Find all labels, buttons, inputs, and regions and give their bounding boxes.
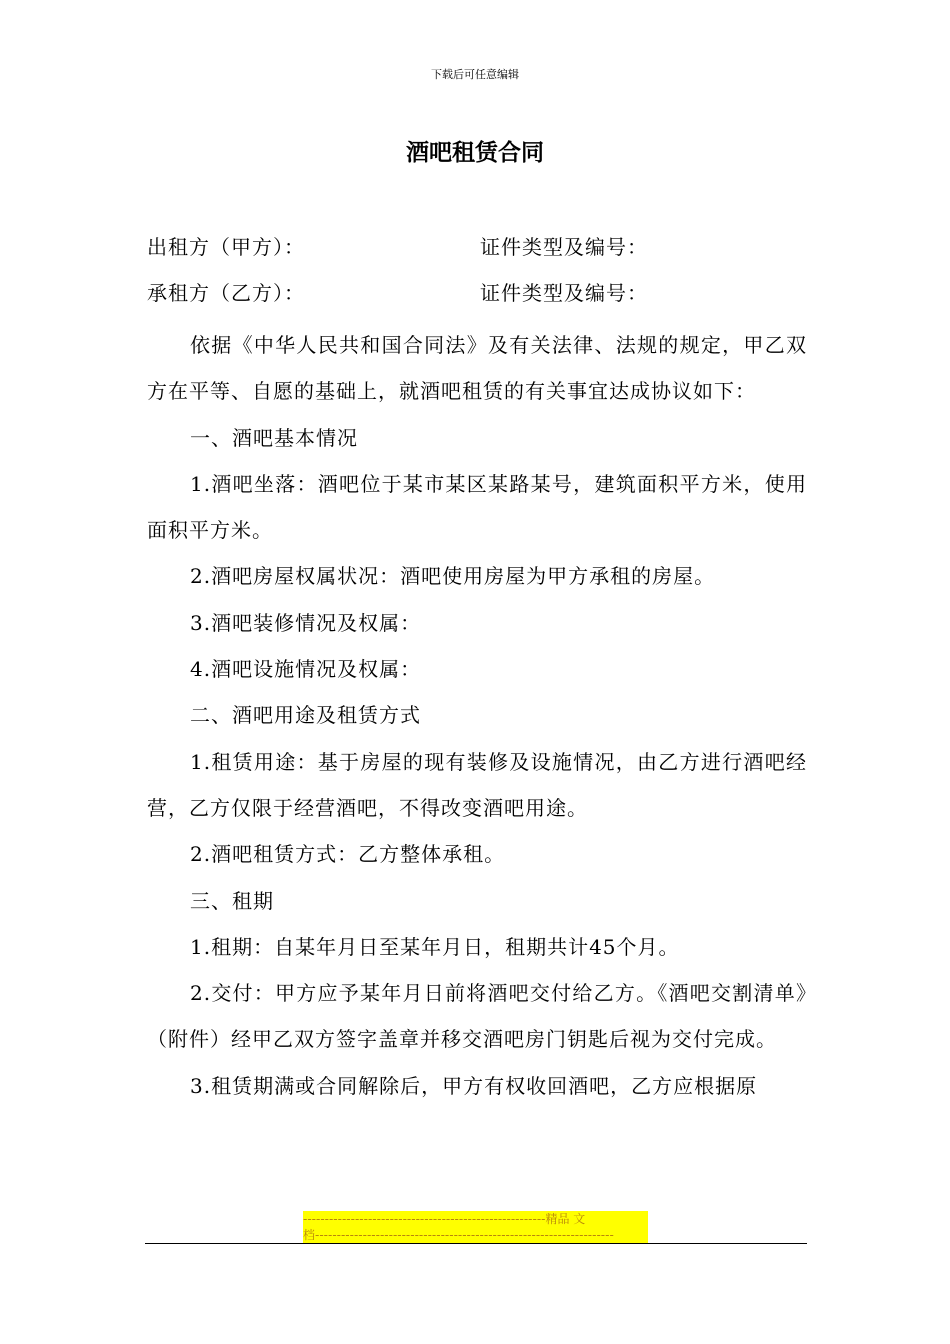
footer-line-1: --------------------------------------------------------精品 文: [303, 1212, 586, 1226]
footer-divider: [145, 1243, 807, 1244]
lessor-id-label: 证件类型及编号：: [480, 235, 648, 259]
paragraph: 1.酒吧坐落：酒吧位于某市某区某路某号，建筑面积平方米，使用面积平方米。: [147, 471, 807, 543]
header-note: 下载后可任意编辑: [431, 68, 519, 81]
contract-body: [147, 322, 807, 1109]
footer-line-2: 档---------------------------------------------------------------------: [303, 1228, 614, 1242]
paragraph-intro: 依据《中华人民共和国合同法》及有关法律、法规的规定，甲乙双方在平等、自愿的基础上，就酒吧租赁的有关事宜达成协议如下：: [147, 333, 807, 404]
paragraph: 3.租赁期满或合同解除后，甲方有权收回酒吧，乙方应根据原: [190, 1073, 758, 1098]
paragraph: 2.交付：甲方应予某年月日前将酒吧交付给乙方。《酒吧交割清单》（附件）经甲乙双方签字盖章并移交酒吧房门钥匙后视为交付完成。: [147, 981, 807, 1052]
lessee-id-label: 证件类型及编号：: [480, 281, 648, 305]
lessor-label: 出租方（甲方）：: [147, 235, 305, 259]
document-title: 酒吧租赁合同: [406, 139, 544, 166]
section-heading-1: 一、酒吧基本情况: [190, 425, 358, 450]
paragraph: 3.酒吧装修情况及权属：: [190, 610, 422, 635]
party-row-lessor: [147, 231, 648, 260]
paragraph: 1.租赁用途：基于房屋的现有装修及设施情况，由乙方进行酒吧经营，乙方仅限于经营酒吧，不得改变酒吧用途。: [147, 749, 807, 820]
paragraph: 1.租期：自某年月日至某年月日，租期共计45个月。: [190, 934, 680, 959]
footer-watermark: [303, 1211, 648, 1243]
lessee-label: 承租方（乙方）：: [147, 281, 305, 305]
party-row-lessee: [147, 277, 648, 306]
paragraph: 2.酒吧房屋权属状况：酒吧使用房屋为甲方承租的房屋。: [190, 564, 716, 589]
section-heading-3: 三、租期: [190, 888, 274, 913]
paragraph: 4.酒吧设施情况及权属：: [190, 657, 422, 682]
section-heading-2: 二、酒吧用途及租赁方式: [190, 703, 421, 728]
paragraph: 2.酒吧租赁方式：乙方整体承租。: [190, 842, 506, 867]
